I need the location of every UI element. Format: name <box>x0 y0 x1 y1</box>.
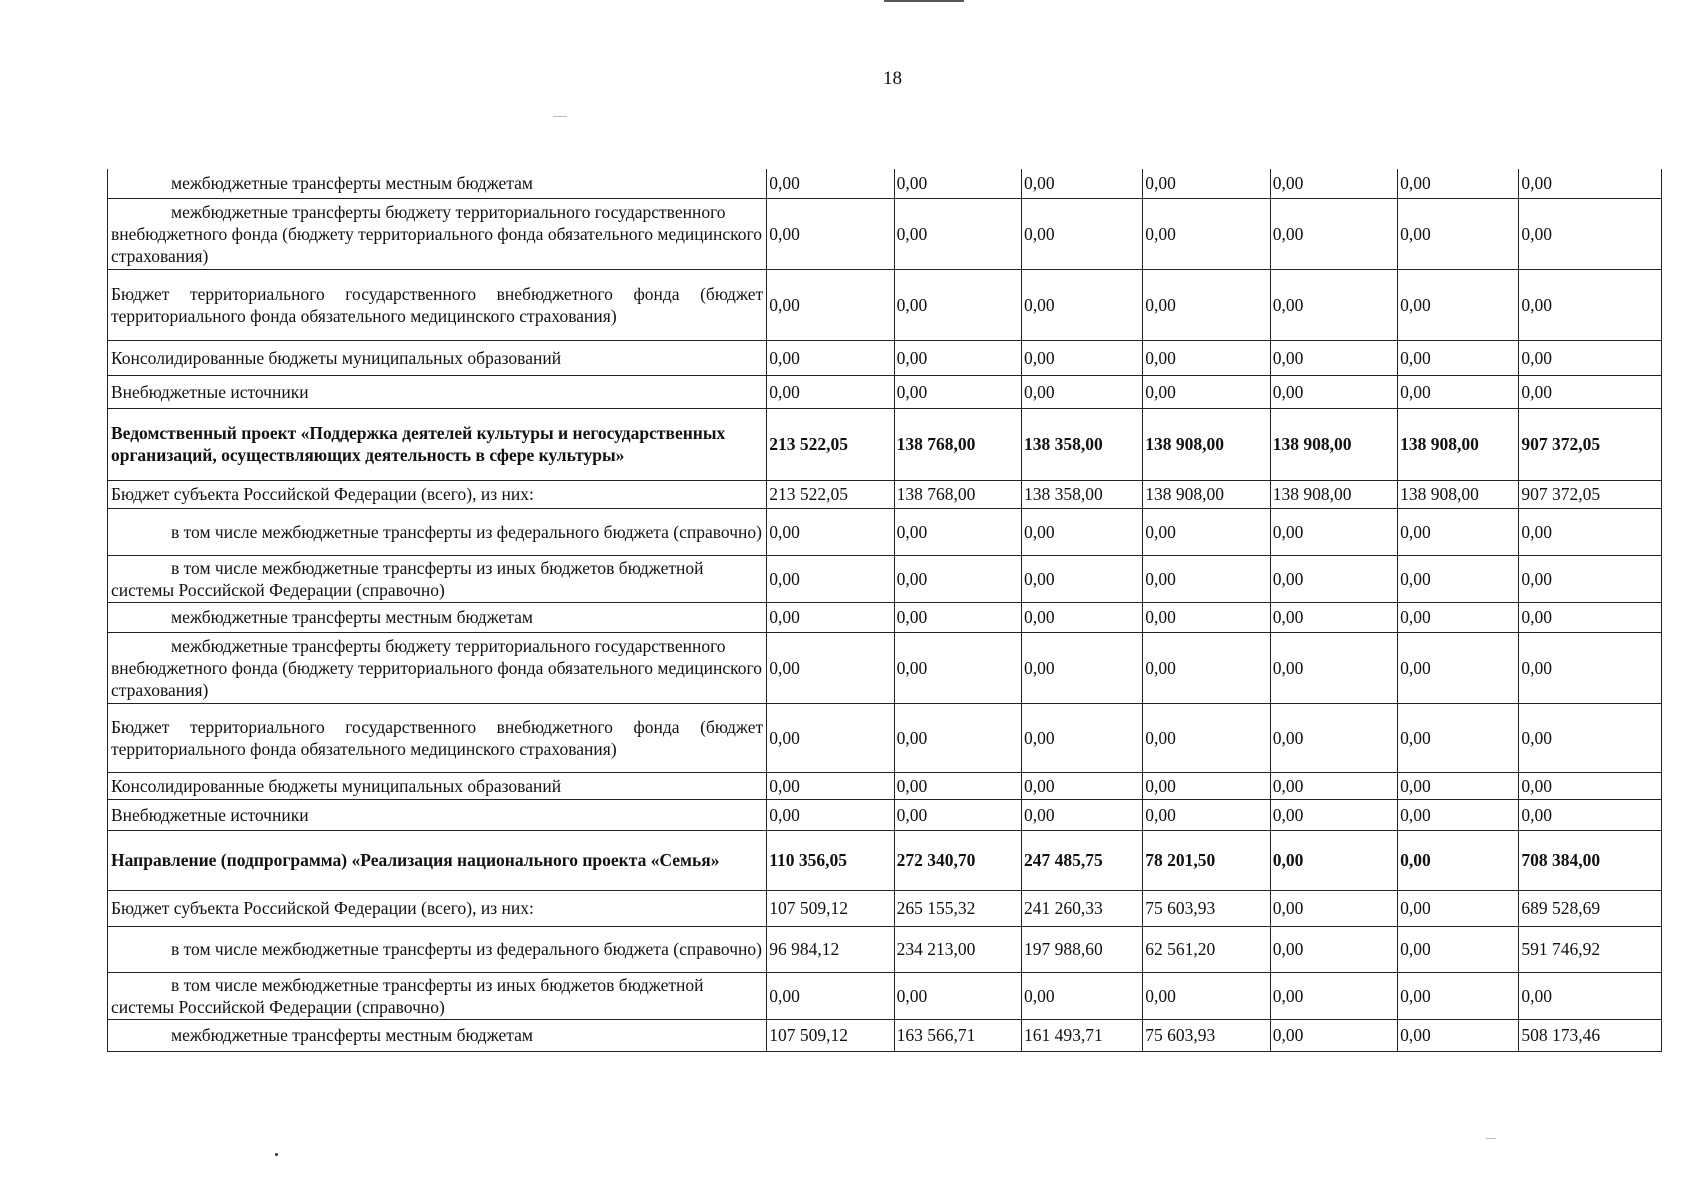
row-label: Бюджет территориального государственного внебюджетного фонда (бюджет территориального фонда обязательного медицинского страхования) <box>108 703 767 772</box>
row-label: Бюджет территориального государственного внебюджетного фонда (бюджет территориального фонда обязательного медицинского страхования) <box>108 269 767 340</box>
value-cell: 0,00 <box>767 772 894 799</box>
table-row <box>108 972 1662 1019</box>
value-cell: 0,00 <box>1398 632 1519 703</box>
value-cell: 0,00 <box>1398 972 1519 1019</box>
value-cell: 0,00 <box>1519 703 1662 772</box>
table-row <box>108 555 1662 602</box>
value-cell: 0,00 <box>1143 632 1270 703</box>
value-cell: 0,00 <box>1398 890 1519 926</box>
value-cell: 0,00 <box>1519 269 1662 340</box>
value-cell: 0,00 <box>1270 169 1397 198</box>
value-cell: 0,00 <box>1021 972 1142 1019</box>
value-cell: 0,00 <box>894 799 1021 830</box>
value-cell: 0,00 <box>1021 555 1142 602</box>
table-row <box>108 198 1662 269</box>
value-cell: 0,00 <box>1270 972 1397 1019</box>
value-cell: 62 561,20 <box>1143 926 1270 972</box>
value-cell: 0,00 <box>1143 772 1270 799</box>
value-cell: 0,00 <box>1398 198 1519 269</box>
value-cell: 0,00 <box>1270 632 1397 703</box>
value-cell: 0,00 <box>1270 198 1397 269</box>
value-cell: 0,00 <box>894 508 1021 555</box>
value-cell: 0,00 <box>767 799 894 830</box>
value-cell: 0,00 <box>1398 602 1519 632</box>
value-cell: 0,00 <box>767 169 894 198</box>
value-cell: 0,00 <box>1021 340 1142 375</box>
row-label: Консолидированные бюджеты муниципальных образований <box>108 340 767 375</box>
value-cell: 0,00 <box>1143 703 1270 772</box>
value-cell: 0,00 <box>1398 508 1519 555</box>
value-cell: 213 522,05 <box>767 480 894 508</box>
value-cell: 138 908,00 <box>1398 408 1519 480</box>
table-row <box>108 772 1662 799</box>
value-cell: 0,00 <box>1270 602 1397 632</box>
value-cell: 0,00 <box>767 340 894 375</box>
value-cell: 0,00 <box>1519 198 1662 269</box>
budget-table-body <box>108 169 1662 1051</box>
value-cell: 265 155,32 <box>894 890 1021 926</box>
value-cell: 0,00 <box>1021 602 1142 632</box>
table-row <box>108 375 1662 408</box>
row-label: межбюджетные трансферты местным бюджетам <box>108 1019 767 1051</box>
scan-mark <box>553 116 567 117</box>
table-row <box>108 269 1662 340</box>
value-cell: 0,00 <box>1143 375 1270 408</box>
value-cell: 0,00 <box>1143 340 1270 375</box>
value-cell: 0,00 <box>1143 508 1270 555</box>
value-cell: 0,00 <box>1270 926 1397 972</box>
value-cell: 0,00 <box>1519 169 1662 198</box>
table-row <box>108 408 1662 480</box>
row-label: Бюджет субъекта Российской Федерации (всего), из них: <box>108 480 767 508</box>
value-cell: 0,00 <box>1270 890 1397 926</box>
value-cell: 0,00 <box>1270 830 1397 890</box>
value-cell: 708 384,00 <box>1519 830 1662 890</box>
value-cell: 138 908,00 <box>1143 408 1270 480</box>
value-cell: 0,00 <box>1519 508 1662 555</box>
table-row <box>108 1019 1662 1051</box>
value-cell: 197 988,60 <box>1021 926 1142 972</box>
value-cell: 0,00 <box>1398 340 1519 375</box>
value-cell: 0,00 <box>1270 340 1397 375</box>
value-cell: 138 908,00 <box>1143 480 1270 508</box>
table-row <box>108 926 1662 972</box>
value-cell: 0,00 <box>1021 508 1142 555</box>
budget-table <box>107 169 1662 1052</box>
row-label: Ведомственный проект «Поддержка деятелей культуры и негосударственных организаций, осуществляющих деятельность в сфере культуры» <box>108 408 767 480</box>
value-cell: 0,00 <box>1519 772 1662 799</box>
value-cell: 0,00 <box>1143 198 1270 269</box>
row-label: Направление (подпрограмма) «Реализация национального проекта «Семья» <box>108 830 767 890</box>
row-label: Внебюджетные источники <box>108 375 767 408</box>
value-cell: 161 493,71 <box>1021 1019 1142 1051</box>
row-label: в том числе межбюджетные трансферты из федерального бюджета (справочно) <box>108 508 767 555</box>
value-cell: 0,00 <box>1519 972 1662 1019</box>
value-cell: 107 509,12 <box>767 890 894 926</box>
value-cell: 0,00 <box>1398 799 1519 830</box>
value-cell: 0,00 <box>1270 375 1397 408</box>
value-cell: 138 358,00 <box>1021 408 1142 480</box>
value-cell: 0,00 <box>767 602 894 632</box>
value-cell: 0,00 <box>1398 1019 1519 1051</box>
value-cell: 163 566,71 <box>894 1019 1021 1051</box>
value-cell: 0,00 <box>1021 772 1142 799</box>
row-label: Консолидированные бюджеты муниципальных образований <box>108 772 767 799</box>
value-cell: 0,00 <box>767 632 894 703</box>
value-cell: 0,00 <box>1143 269 1270 340</box>
table-row <box>108 169 1662 198</box>
value-cell: 75 603,93 <box>1143 1019 1270 1051</box>
value-cell: 0,00 <box>1519 632 1662 703</box>
value-cell: 0,00 <box>894 198 1021 269</box>
value-cell: 0,00 <box>1021 169 1142 198</box>
value-cell: 0,00 <box>1270 1019 1397 1051</box>
value-cell: 0,00 <box>894 703 1021 772</box>
value-cell: 0,00 <box>1021 375 1142 408</box>
value-cell: 0,00 <box>1021 632 1142 703</box>
value-cell: 0,00 <box>1021 198 1142 269</box>
value-cell: 0,00 <box>1143 799 1270 830</box>
value-cell: 213 522,05 <box>767 408 894 480</box>
value-cell: 0,00 <box>1398 703 1519 772</box>
table-row <box>108 632 1662 703</box>
page-number: 18 <box>883 68 902 89</box>
table-row <box>108 890 1662 926</box>
row-label: в том числе межбюджетные трансферты из иных бюджетов бюджетной системы Российской Федерации (справочно) <box>108 555 767 602</box>
scan-dot <box>275 1153 278 1156</box>
value-cell: 138 768,00 <box>894 408 1021 480</box>
value-cell: 0,00 <box>1519 340 1662 375</box>
value-cell: 0,00 <box>1270 703 1397 772</box>
table-row <box>108 830 1662 890</box>
value-cell: 138 908,00 <box>1270 480 1397 508</box>
row-label: межбюджетные трансферты местным бюджетам <box>108 169 767 198</box>
value-cell: 0,00 <box>1270 269 1397 340</box>
value-cell: 0,00 <box>1270 555 1397 602</box>
value-cell: 75 603,93 <box>1143 890 1270 926</box>
table-row <box>108 508 1662 555</box>
value-cell: 0,00 <box>1519 555 1662 602</box>
value-cell: 0,00 <box>1270 508 1397 555</box>
value-cell: 907 372,05 <box>1519 408 1662 480</box>
value-cell: 0,00 <box>767 198 894 269</box>
row-label: Бюджет субъекта Российской Федерации (всего), из них: <box>108 890 767 926</box>
value-cell: 0,00 <box>1398 169 1519 198</box>
value-cell: 0,00 <box>894 632 1021 703</box>
value-cell: 272 340,70 <box>894 830 1021 890</box>
value-cell: 234 213,00 <box>894 926 1021 972</box>
value-cell: 138 358,00 <box>1021 480 1142 508</box>
table-row <box>108 799 1662 830</box>
table-row <box>108 602 1662 632</box>
row-label: Внебюджетные источники <box>108 799 767 830</box>
value-cell: 0,00 <box>1143 555 1270 602</box>
value-cell: 0,00 <box>894 375 1021 408</box>
value-cell: 0,00 <box>767 972 894 1019</box>
table-row <box>108 480 1662 508</box>
value-cell: 591 746,92 <box>1519 926 1662 972</box>
value-cell: 0,00 <box>767 269 894 340</box>
value-cell: 0,00 <box>1143 602 1270 632</box>
value-cell: 0,00 <box>767 703 894 772</box>
value-cell: 96 984,12 <box>767 926 894 972</box>
value-cell: 0,00 <box>1270 772 1397 799</box>
value-cell: 0,00 <box>894 555 1021 602</box>
value-cell: 247 485,75 <box>1021 830 1142 890</box>
value-cell: 0,00 <box>1143 169 1270 198</box>
value-cell: 0,00 <box>1519 375 1662 408</box>
value-cell: 0,00 <box>894 169 1021 198</box>
value-cell: 508 173,46 <box>1519 1019 1662 1051</box>
scan-mark <box>1486 1138 1496 1139</box>
value-cell: 0,00 <box>1398 772 1519 799</box>
value-cell: 138 908,00 <box>1398 480 1519 508</box>
value-cell: 0,00 <box>1519 799 1662 830</box>
value-cell: 0,00 <box>1398 269 1519 340</box>
value-cell: 0,00 <box>894 772 1021 799</box>
value-cell: 138 768,00 <box>894 480 1021 508</box>
row-label: межбюджетные трансферты местным бюджетам <box>108 602 767 632</box>
value-cell: 907 372,05 <box>1519 480 1662 508</box>
value-cell: 78 201,50 <box>1143 830 1270 890</box>
value-cell: 0,00 <box>1398 375 1519 408</box>
value-cell: 689 528,69 <box>1519 890 1662 926</box>
value-cell: 0,00 <box>1021 269 1142 340</box>
value-cell: 0,00 <box>894 340 1021 375</box>
row-label: межбюджетные трансферты бюджету территориального государственного внебюджетного фонда (бюджету территориального фонда обязательного медицинского страхования) <box>108 198 767 269</box>
value-cell: 0,00 <box>894 602 1021 632</box>
value-cell: 0,00 <box>767 508 894 555</box>
value-cell: 0,00 <box>1143 972 1270 1019</box>
value-cell: 0,00 <box>1398 926 1519 972</box>
value-cell: 0,00 <box>767 555 894 602</box>
table-row <box>108 340 1662 375</box>
value-cell: 0,00 <box>1398 830 1519 890</box>
value-cell: 107 509,12 <box>767 1019 894 1051</box>
value-cell: 0,00 <box>1398 555 1519 602</box>
value-cell: 138 908,00 <box>1270 408 1397 480</box>
row-label: межбюджетные трансферты бюджету территориального государственного внебюджетного фонда (бюджету территориального фонда обязательного медицинского страхования) <box>108 632 767 703</box>
value-cell: 0,00 <box>894 269 1021 340</box>
row-label: в том числе межбюджетные трансферты из федерального бюджета (справочно) <box>108 926 767 972</box>
value-cell: 0,00 <box>894 972 1021 1019</box>
value-cell: 0,00 <box>767 375 894 408</box>
value-cell: 0,00 <box>1519 602 1662 632</box>
table-row <box>108 703 1662 772</box>
value-cell: 241 260,33 <box>1021 890 1142 926</box>
value-cell: 0,00 <box>1270 799 1397 830</box>
value-cell: 110 356,05 <box>767 830 894 890</box>
value-cell: 0,00 <box>1021 703 1142 772</box>
value-cell: 0,00 <box>1021 799 1142 830</box>
row-label: в том числе межбюджетные трансферты из иных бюджетов бюджетной системы Российской Федерации (справочно) <box>108 972 767 1019</box>
scan-edge-mark <box>884 0 964 2</box>
